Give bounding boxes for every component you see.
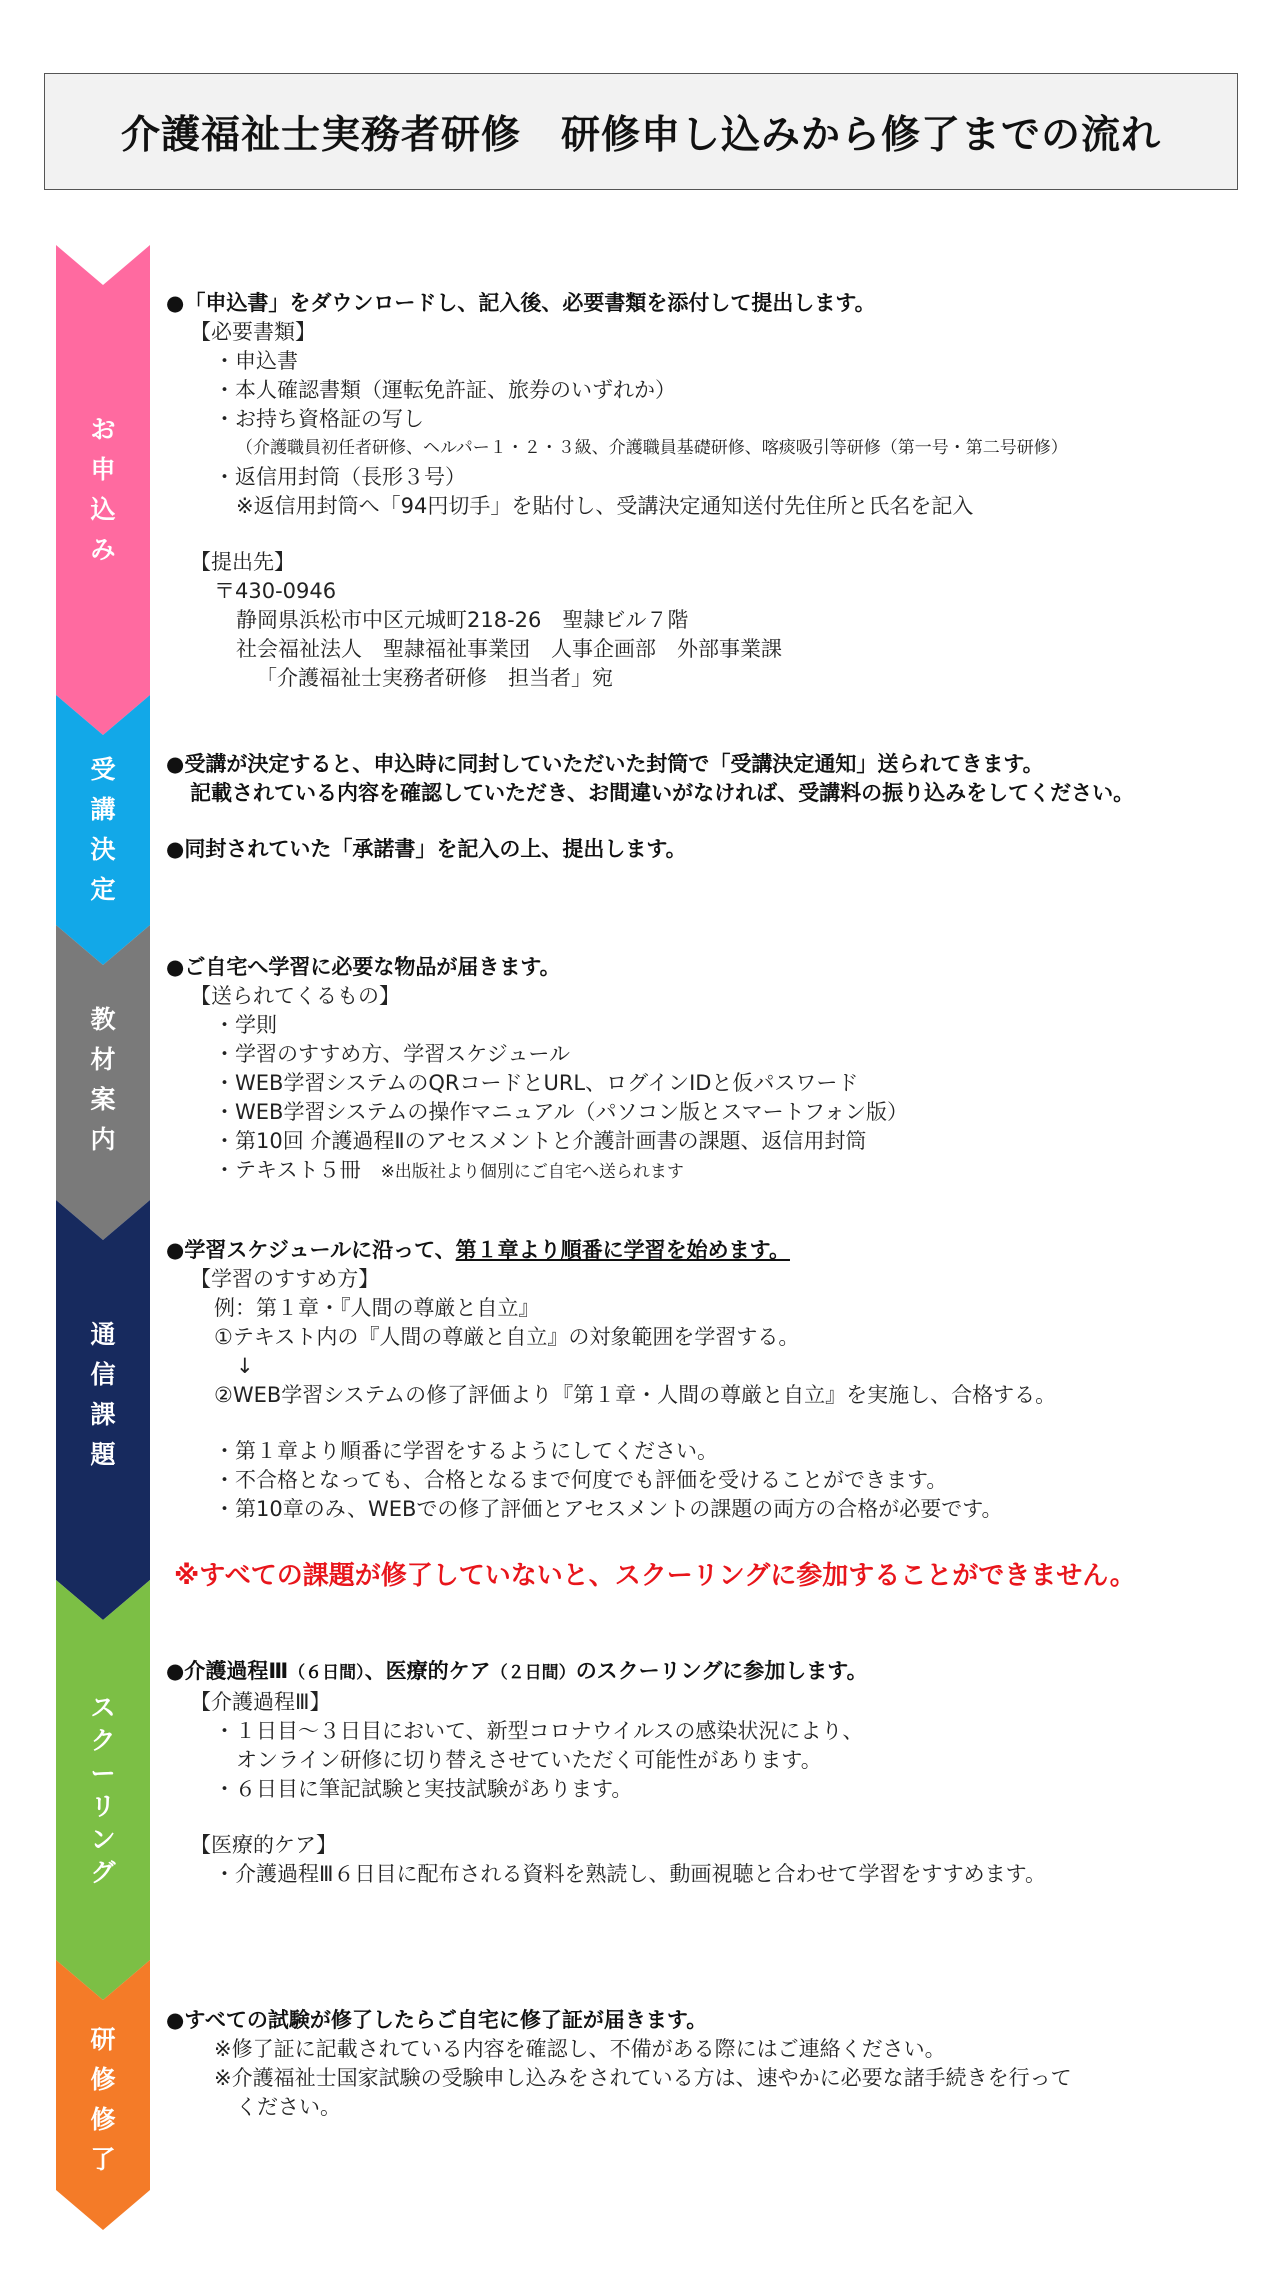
down-arrow-icon: ↓ xyxy=(236,1354,254,1378)
schooling-item: ・６日目に筆記試験と実技試験があります。 xyxy=(214,1777,633,1801)
section-apply xyxy=(166,289,1068,693)
section-decision xyxy=(166,750,1134,864)
decision-line: ●受講が決定すると、申込時に同封していただいた封筒で「受講決定通知」送られてきます。 xyxy=(166,752,1044,776)
materials-item: ・第10回 介護過程Ⅱのアセスメントと介護計画書の課題、返信用封筒 xyxy=(214,1129,867,1153)
materials-header: 【送られてくるもの】 xyxy=(190,984,400,1008)
completion-note: ※介護福祉士国家試験の受験申し込みをされている方は、速やかに必要な諸手続きを行って xyxy=(214,2066,1072,2090)
page-title: 介護福祉士実務者研修 研修申し込みから修了までの流れ xyxy=(120,112,1161,158)
correspondence-note: ・第１章より順番に学習をするようにしてください。 xyxy=(214,1439,718,1463)
correspondence-step: ②WEB学習システムの修了評価より『第１章・人間の尊厳と自立』を実施し、合格する。 xyxy=(214,1383,1057,1407)
schooling-warning: ※すべての課題が修了していないと、スクーリングに参加することができません。 xyxy=(174,1561,1136,1591)
materials-item: ・WEB学習システムのQRコードとURL、ログインIDと仮パスワード xyxy=(214,1071,859,1095)
section-correspondence xyxy=(166,1236,1056,1524)
step-label-correspondence: 通 信 課 題 xyxy=(90,1320,116,1469)
decision-line: 記載されている内容を確認していただき、お間違いがなければ、受講料の振り込みをしてください。 xyxy=(190,781,1135,805)
materials-lead: ●ご自宅へ学習に必要な物品が届きます。 xyxy=(166,955,561,979)
apply-doc-item: ・返信用封筒（長形３号） xyxy=(214,465,466,489)
correspondence-header: 【学習のすすめ方】 xyxy=(190,1267,380,1291)
schooling-header: 【介護過程Ⅲ】 xyxy=(190,1690,331,1714)
apply-org: 社会福祉法人 聖隷福祉事業団 人事企画部 外部事業課 xyxy=(236,637,782,661)
decision-line: ●同封されていた「承諾書」を記入の上、提出します。 xyxy=(166,837,687,861)
correspondence-lead: ●学習スケジュールに沿って、第１章より順番に学習を始めます。 xyxy=(166,1238,790,1262)
apply-lead: ●「申込書」をダウンロードし、記入後、必要書類を添付して提出します。 xyxy=(166,291,876,315)
materials-item: ・テキスト５冊 ※出版社より個別にご自宅へ送られます xyxy=(214,1158,684,1182)
schooling-item: ・１日目～３日目において、新型コロナウイルスの感染状況により、 xyxy=(214,1719,864,1743)
apply-docs-header: 【必要書類】 xyxy=(190,320,316,344)
apply-postal: 〒430-0946 xyxy=(214,579,337,603)
schooling-lead: ●介護過程Ⅲ（６日間）、医療的ケア（２日間）のスクーリングに参加します。 xyxy=(166,1659,868,1683)
completion-lead: ●すべての試験が修了したらご自宅に修了証が届きます。 xyxy=(166,2008,708,2032)
schooling-item: ・介護過程Ⅲ６日目に配布される資料を熟読し、動画視聴と合わせて学習をすすめます。 xyxy=(214,1862,1047,1886)
materials-item: ・学習のすすめ方、学習スケジュール xyxy=(214,1042,570,1066)
correspondence-example: 例：第１章・『人間の尊厳と自立』 xyxy=(214,1296,540,1320)
schooling-item-cont: オンライン研修に切り替えさせていただく可能性があります。 xyxy=(236,1748,822,1772)
apply-doc-note: （介護職員初任者研修、ヘルパー１・２・３級、介護職員基礎研修、喀痰吸引等研修（第一号・第二号研修） xyxy=(236,438,1068,458)
section-schooling xyxy=(166,1657,1046,1889)
step-label-decision: 受 講 決 定 xyxy=(90,755,116,904)
step-label-completion: 研 修 修 了 xyxy=(90,2025,116,2174)
correspondence-note: ・不合格となっても、合格となるまで何度でも評価を受けることができます。 xyxy=(214,1468,948,1492)
section-materials xyxy=(166,953,908,1187)
apply-attn: 「介護福祉士実務者研修 担当者」宛 xyxy=(256,666,613,690)
apply-doc-item: ・本人確認書類（運転免許証、旅券のいずれか） xyxy=(214,378,676,402)
correspondence-step: ①テキスト内の『人間の尊厳と自立』の対象範囲を学習する。 xyxy=(214,1325,800,1349)
apply-doc-item: ・申込書 xyxy=(214,349,298,373)
apply-doc-item: ・お持ち資格証の写し xyxy=(214,407,424,431)
apply-doc-note: ※返信用封筒へ「94円切手」を貼付し、受講決定通知送付先住所と氏名を記入 xyxy=(236,494,974,518)
step-label-apply: お 申 込 み xyxy=(90,415,116,564)
apply-address: 静岡県浜松市中区元城町218-26 聖隷ビル７階 xyxy=(236,608,689,632)
materials-item-note: ※出版社より個別にご自宅へ送られます xyxy=(380,1162,684,1182)
materials-item: ・WEB学習システムの操作マニュアル（パソコン版とスマートフォン版） xyxy=(214,1100,908,1124)
step-label-schooling: ス ク ー リ ン グ xyxy=(90,1693,116,1887)
page-title-box xyxy=(44,73,1238,190)
section-completion xyxy=(166,2006,1072,2122)
correspondence-note: ・第10章のみ、WEBでの修了評価とアセスメントの課題の両方の合格が必要です。 xyxy=(214,1497,1003,1521)
schooling-header: 【医療的ケア】 xyxy=(190,1833,337,1857)
completion-note-cont: ください。 xyxy=(236,2095,341,2119)
completion-note: ※修了証に記載されている内容を確認し、不備がある際にはご連絡ください。 xyxy=(214,2037,946,2061)
apply-dest-header: 【提出先】 xyxy=(190,550,295,574)
materials-item: ・学則 xyxy=(214,1013,277,1037)
step-label-materials: 教 材 案 内 xyxy=(90,1005,116,1154)
